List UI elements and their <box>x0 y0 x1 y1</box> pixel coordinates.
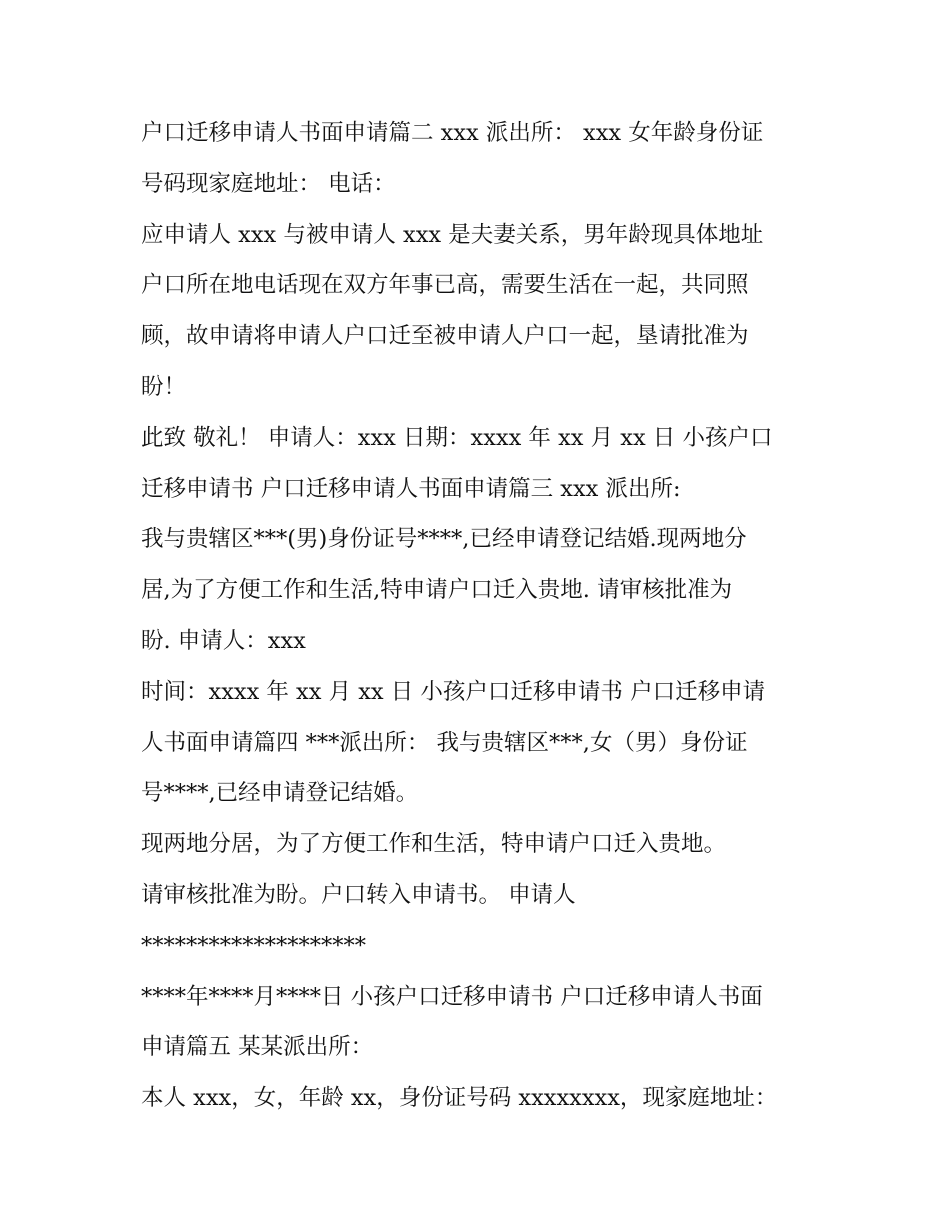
text-line: 人书面申请篇四 ***派出所： 我与贵辖区***,女（男）身份证 <box>141 729 748 756</box>
text-line: 本人 xxx，女，年龄 xx，身份证号码 xxxxxxxx，现家庭地址： <box>141 1085 778 1112</box>
text-line: 户口所在地电话现在双方年事已高，需要生活在一起，共同照 <box>141 272 749 299</box>
text-line: ******************** <box>141 932 366 959</box>
text-line: 应申请人 xxx 与被申请人 xxx 是夫妻关系，男年龄现具体地址 <box>141 221 764 248</box>
text-line: 号****,已经申请登记结婚。 <box>141 780 419 807</box>
text-line: 盼！ <box>141 373 187 400</box>
document-body <box>141 108 821 1124</box>
text-line: 此致 敬礼！ 申请人：xxx 日期：xxxx 年 xx 月 xx 日 小孩户口 <box>141 424 773 451</box>
text-line: ****年****月****日 小孩户口迁移申请书 户口迁移申请人书面 <box>141 983 763 1010</box>
text-line: 号码现家庭地址： 电话： <box>141 170 396 197</box>
text-line: 现两地分居，为了方便工作和生活，特申请户口迁入贵地。 <box>141 831 727 858</box>
text-line: 居,为了方便工作和生活,特申请户口迁入贵地. 请审核批准为 <box>141 577 733 604</box>
text-line: 户口迁移申请人书面申请篇二 xxx 派出所： xxx 女年龄身份证 <box>141 120 764 146</box>
text-line: 顾，故申请将申请人户口迁至被申请人户口一起，垦请批准为 <box>141 323 749 350</box>
text-line: 请审核批准为盼。户口转入申请书。 申请人 <box>141 881 576 908</box>
text-line: 我与贵辖区***(男)身份证号****,已经申请登记结婚.现两地分 <box>141 526 747 553</box>
text-line: 盼. 申请人：xxx <box>141 627 306 654</box>
text-line: 申请篇五 某某派出所： <box>141 1034 374 1061</box>
text-line: 时间：xxxx 年 xx 月 xx 日 小孩户口迁移申请书 户口迁移申请 <box>141 678 766 705</box>
text-line: 迁移申请书 户口迁移申请人书面申请篇三 xxx 派出所: <box>141 475 681 502</box>
